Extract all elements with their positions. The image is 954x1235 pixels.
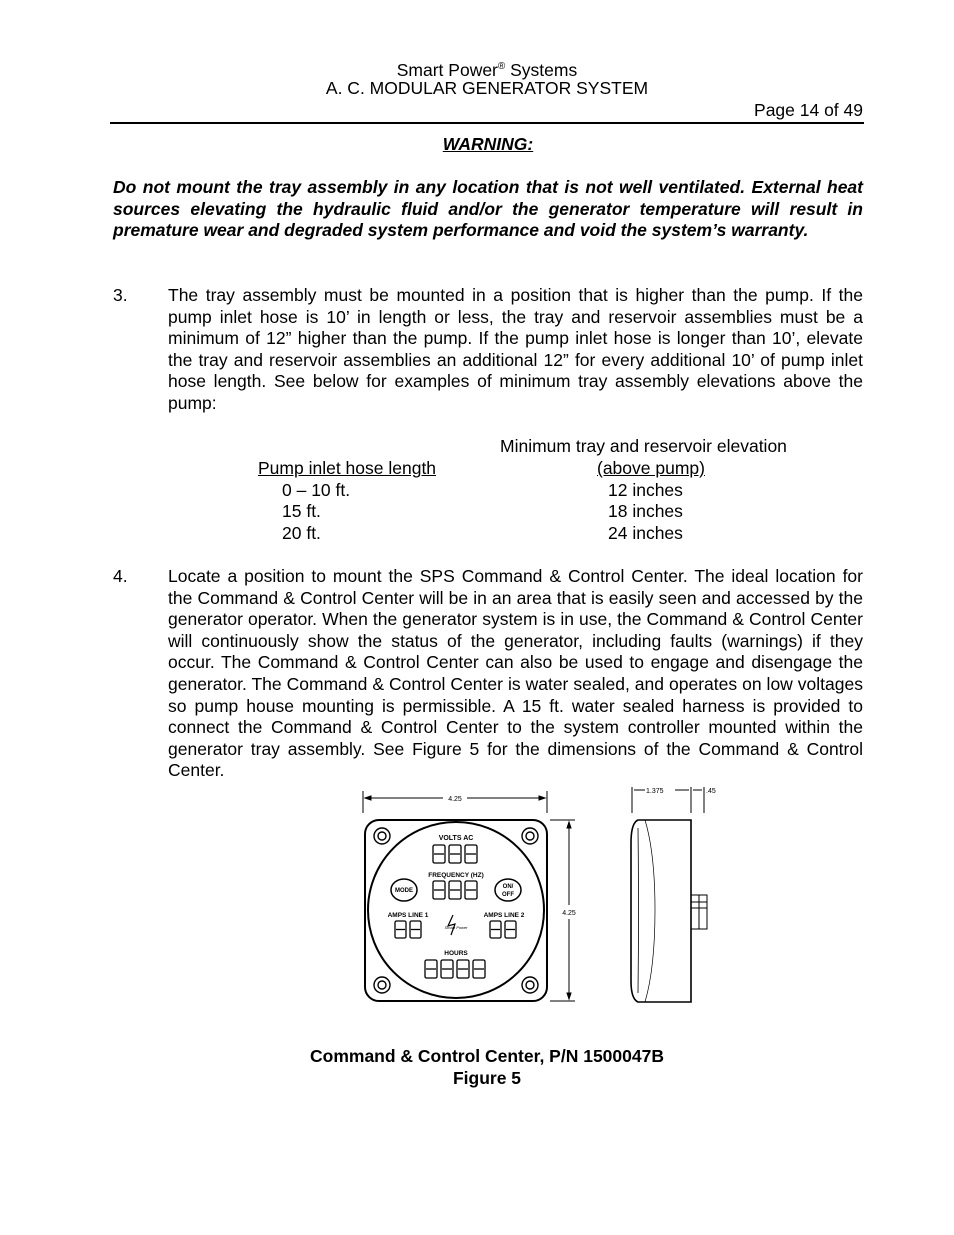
page-number: Page 14 of 49 [754, 100, 863, 120]
figure-number: Figure 5 [452, 1068, 522, 1088]
brand-suffix: Systems [505, 59, 578, 80]
mode-button-label: MODE [395, 888, 413, 894]
warning-text: Do not mount the tray assembly in any location that is not well ventilated. External heat sources elevating the hydraulic fluid and/or the generator temperature will result in premature wear and degraded system performance and void the system’s warranty. [113, 177, 863, 241]
table-cell-length: 0 – 10 ft. [282, 480, 351, 500]
item-number: 3. [113, 285, 128, 305]
dim-tab-label: .45 [706, 788, 716, 795]
dim-depth-label: 1.375 [646, 788, 664, 795]
table-cell-elevation: 24 inches [608, 523, 683, 543]
table-header-above-pump: (above pump) [597, 458, 705, 478]
dim-height-label: 4.25 [562, 910, 576, 917]
header-divider [110, 122, 864, 124]
item-text: Locate a position to mount the SPS Command & Control Center. The ideal location for the Command & Control Center will be in an area that is easily seen and accessed by the generator operator. When the generator system is in use, the Command & Control Center will continuously show the status of the generator, including faults (warnings) if they occur. The Command & Control Center can also be used to engage and disengage the generator. The Command & Control Center is water sealed, and operates on low voltages so pump house mounting is permissible. A 15 ft. water sealed harness is provided to connect the Command & Control Center to the system controller mounted within the generator tray assembly. See Figure 5 for the dimensions of the Command & Control Center. [168, 566, 863, 781]
front-panel [365, 820, 547, 1001]
amps-line2-label: AMPS LINE 2 [483, 912, 525, 919]
dim-width-label: 4.25 [448, 796, 462, 803]
panel-logo: Smart Power [444, 925, 468, 930]
brand-name: Smart Power [396, 59, 498, 80]
registered-mark: ® [497, 61, 506, 72]
table-header-length: Pump inlet hose length [258, 458, 437, 478]
table-cell-elevation: 18 inches [608, 501, 683, 521]
table-header-elevation: Minimum tray and reservoir elevation [500, 436, 787, 456]
amps-line1-label: AMPS LINE 1 [387, 912, 429, 919]
item-text: The tray assembly must be mounted in a position that is higher than the pump. If the pump inlet hose is 10’ in length or less, the tray and reservoir assemblies must be a minimum of 12” higher than the pump. If the pump inlet hose is longer than 10’, elevate the tray and reservoir assemblies an additional 12” for every additional 10’ of pump inlet hose length. See below for examples of minimum tray assembly elevations above the pump: [168, 285, 863, 413]
table-cell-length: 15 ft. [282, 501, 321, 521]
on-button-label: ON/ [502, 884, 514, 890]
control-center-drawing [355, 783, 725, 1013]
item-number: 4. [113, 566, 128, 586]
off-button-label: OFF [502, 892, 514, 898]
frequency-label: FREQUENCY (HZ) [428, 872, 484, 879]
figure-caption: Command & Control Center, P/N 1500047B [310, 1046, 664, 1066]
volts-label: VOLTS AC [438, 835, 474, 842]
table-cell-length: 20 ft. [282, 523, 321, 543]
warning-title: WARNING: [442, 134, 534, 154]
header-subtitle: A. C. MODULAR GENERATOR SYSTEM [325, 78, 649, 98]
side-view [631, 787, 707, 1002]
hours-label: HOURS [444, 950, 468, 957]
table-cell-elevation: 12 inches [608, 480, 683, 500]
